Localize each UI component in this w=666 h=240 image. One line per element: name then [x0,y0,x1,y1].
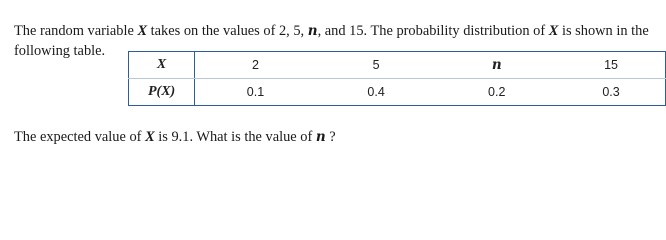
table-row-x [129,52,666,79]
probability-value-cell: 0.1 [195,79,316,106]
row-label-x: X [129,52,195,79]
intro-text-3: , and 15. The probability distribution of [317,23,549,40]
row-label-probability: P(X) [129,79,195,106]
question-text-2: is 9.1. What is the value of [154,129,316,146]
intro-text-2: takes on the values of 2, 5, [147,23,308,40]
table-row-probability [129,79,666,106]
intro-text-4: is shown in the following table. [14,23,649,60]
x-value-cell: 15 [557,52,665,79]
probability-value-cell: 0.4 [316,79,437,106]
question-text [14,127,336,147]
question-text-3: ? [325,129,336,146]
variable-n: n [315,129,326,146]
probability-distribution-table [128,51,666,106]
x-value-cell: 5 [316,52,437,79]
probability-value-cell: 0.2 [436,79,557,106]
variable-n: n [307,23,318,40]
variable-x: X [145,129,155,146]
variable-x: X [137,23,148,40]
x-value-cell: n [436,52,557,79]
variable-x: X [548,23,559,40]
probability-value-cell: 0.3 [557,79,665,106]
question-text-1: The expected value of [14,129,146,146]
intro-text-1: The random variable [14,23,138,40]
x-value-cell: 2 [195,52,316,79]
